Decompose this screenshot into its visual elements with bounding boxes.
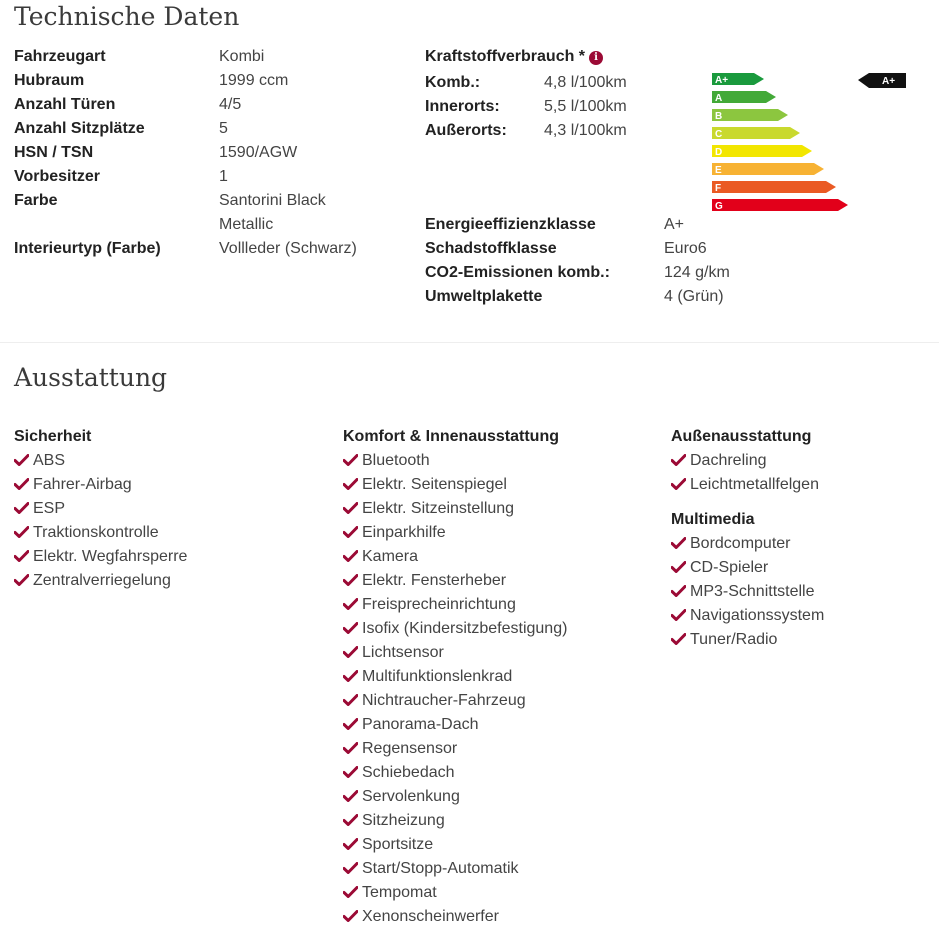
energy-class-label: F	[715, 183, 722, 194]
equipment-item-label: ABS	[33, 452, 66, 469]
equipment-item-label: Einparkhilfe	[362, 524, 446, 541]
energy-class-bar-aplus	[712, 73, 764, 86]
fuel-label: Komb.:	[425, 74, 481, 91]
equipment-item	[671, 604, 824, 628]
section-title-ausstattung: Ausstattung	[14, 363, 168, 392]
equipment-item	[343, 785, 460, 809]
check-icon	[343, 502, 358, 514]
equipment-item	[343, 833, 433, 857]
equipment-item	[671, 473, 819, 497]
energy-class-bar-d	[712, 145, 812, 158]
equipment-item	[343, 689, 526, 713]
equipment-item-label: Xenonscheinwerfer	[362, 908, 499, 925]
energy-class-bar-e	[712, 163, 824, 176]
equipment-item	[343, 449, 430, 473]
equipment-item	[343, 545, 418, 569]
equipment-item	[343, 905, 499, 929]
fuel-title	[425, 45, 603, 69]
equipment-item	[343, 521, 446, 545]
spec-value: Euro6	[664, 240, 707, 257]
energy-class-label: C	[715, 129, 723, 140]
check-icon	[14, 502, 29, 514]
check-icon	[343, 670, 358, 682]
energy-class-label: A+	[715, 75, 729, 86]
check-icon	[343, 886, 358, 898]
spec-value: 4 (Grün)	[664, 288, 724, 305]
equipment-item-label: Sportsitze	[362, 836, 434, 853]
energy-efficiency-chart	[712, 72, 912, 217]
equipment-group-title: Komfort & Innenausstattung	[343, 428, 559, 445]
equipment-item	[14, 521, 159, 545]
fuel-value: 4,8 l/100km	[544, 74, 627, 91]
check-icon	[343, 598, 358, 610]
equipment-item	[343, 473, 507, 497]
energy-class-label: A	[715, 93, 723, 104]
check-icon	[343, 862, 358, 874]
spec-label: Hubraum	[14, 72, 85, 89]
check-icon	[14, 574, 29, 586]
check-icon	[343, 790, 358, 802]
energy-class-label: E	[715, 165, 722, 176]
equipment-item	[671, 449, 766, 473]
check-icon	[343, 742, 358, 754]
equipment-item-label: Traktionskontrolle	[33, 524, 159, 541]
check-icon	[671, 454, 686, 466]
equipment-item-label: Schiebedach	[362, 764, 455, 781]
fuel-title-text: Kraftstoffverbrauch *	[425, 48, 586, 65]
check-icon	[343, 694, 358, 706]
spec-label: Interieurtyp (Farbe)	[14, 240, 161, 257]
equipment-item-label: Elektr. Wegfahrsperre	[33, 548, 188, 565]
check-icon	[343, 454, 358, 466]
check-icon	[14, 550, 29, 562]
equipment-item-label: Nichtraucher-Fahrzeug	[362, 692, 526, 709]
equipment-item-label: Elektr. Fensterheber	[362, 572, 507, 589]
equipment-item-label: Multifunktionslenkrad	[362, 668, 513, 685]
equipment-item-label: Tuner/Radio	[690, 631, 778, 648]
equipment-item-label: Lichtsensor	[362, 644, 444, 661]
energy-class-bar-g	[712, 199, 848, 212]
energy-class-indicator	[858, 73, 906, 88]
check-icon	[671, 537, 686, 549]
equipment-item	[343, 857, 519, 881]
equipment-item-label: Zentralverriegelung	[33, 572, 171, 589]
check-icon	[343, 550, 358, 562]
equipment-item-label: Kamera	[362, 548, 419, 565]
equipment-item	[671, 580, 815, 604]
equipment-item	[343, 713, 479, 737]
energy-class-bar-c	[712, 127, 800, 140]
spec-value: 5	[219, 120, 228, 137]
spec-value: Santorini Black	[219, 192, 326, 209]
spec-label: Fahrzeugart	[14, 48, 106, 65]
equipment-item-label: Fahrer-Airbag	[33, 476, 132, 493]
check-icon	[343, 478, 358, 490]
spec-value: 1999 ccm	[219, 72, 289, 89]
equipment-item-label: Freisprecheinrichtung	[362, 596, 516, 613]
equipment-item	[14, 545, 187, 569]
spec-label: Energieeffizienzklasse	[425, 216, 596, 233]
equipment-item	[343, 641, 444, 665]
equipment-item-label: Start/Stopp-Automatik	[362, 860, 519, 877]
check-icon	[671, 478, 686, 490]
check-icon	[343, 574, 358, 586]
equipment-item	[14, 569, 171, 593]
equipment-item	[343, 497, 514, 521]
equipment-item-label: Regensensor	[362, 740, 458, 757]
spec-label: Schadstoffklasse	[425, 240, 557, 257]
check-icon	[343, 646, 358, 658]
fuel-value: 5,5 l/100km	[544, 98, 627, 115]
energy-class-bar-b	[712, 109, 788, 122]
equipment-group-title: Multimedia	[671, 511, 755, 528]
equipment-item-label: ESP	[33, 500, 66, 517]
energy-class-bar-f	[712, 181, 836, 194]
spec-label: Farbe	[14, 192, 58, 209]
equipment-item-label: Elektr. Seitenspiegel	[362, 476, 507, 493]
check-icon	[671, 561, 686, 573]
spec-value: 4/5	[219, 96, 242, 113]
equipment-item-label: Bluetooth	[362, 452, 430, 469]
equipment-item	[343, 809, 445, 833]
energy-class-indicator-label: A+	[882, 76, 896, 87]
spec-value: Vollleder (Schwarz)	[219, 240, 357, 257]
equipment-item	[671, 628, 777, 652]
spec-label: CO2-Emissionen komb.:	[425, 264, 610, 281]
check-icon	[671, 609, 686, 621]
check-icon	[671, 585, 686, 597]
spec-value: 124 g/km	[664, 264, 730, 281]
spec-label: Umweltplakette	[425, 288, 543, 305]
equipment-item-label: CD-Spieler	[690, 559, 769, 576]
spec-label: Vorbesitzer	[14, 168, 100, 185]
equipment-item-label: Dachreling	[690, 452, 767, 469]
spec-value: 1	[219, 168, 228, 185]
equipment-item-label: Elektr. Sitzeinstellung	[362, 500, 515, 517]
section-divider	[0, 342, 939, 343]
equipment-item-label: Isofix (Kindersitzbefestigung)	[362, 620, 568, 637]
equipment-item	[343, 737, 457, 761]
equipment-item-label: Leichtmetallfelgen	[690, 476, 819, 493]
spec-value: 1590/AGW	[219, 144, 298, 161]
equipment-group-title: Sicherheit	[14, 428, 92, 445]
equipment-item	[14, 497, 65, 521]
equipment-item	[343, 881, 437, 905]
energy-class-bar-a	[712, 91, 776, 104]
check-icon	[343, 622, 358, 634]
equipment-item-label: MP3-Schnittstelle	[690, 583, 815, 600]
fuel-label: Außerorts:	[425, 122, 507, 139]
spec-value-continued: Metallic	[219, 216, 274, 233]
spec-value: Kombi	[219, 48, 265, 65]
equipment-item-label: Tempomat	[362, 884, 437, 901]
equipment-item	[343, 617, 567, 641]
check-icon	[343, 814, 358, 826]
section-title-technische-daten: Technische Daten	[14, 2, 240, 31]
energy-class-label: D	[715, 147, 723, 158]
equipment-item-label: Bordcomputer	[690, 535, 791, 552]
equipment-item	[671, 556, 768, 580]
energy-class-label: B	[715, 111, 723, 122]
check-icon	[14, 454, 29, 466]
check-icon	[671, 633, 686, 645]
equipment-item-label: Sitzheizung	[362, 812, 445, 829]
equipment-item	[343, 665, 512, 689]
check-icon	[343, 766, 358, 778]
equipment-item	[343, 593, 516, 617]
equipment-item-label: Navigationssystem	[690, 607, 825, 624]
equipment-item	[14, 449, 65, 473]
check-icon	[343, 718, 358, 730]
equipment-item	[343, 761, 455, 785]
fuel-value: 4,3 l/100km	[544, 122, 627, 139]
energy-class-label: G	[715, 201, 723, 212]
equipment-item	[343, 569, 506, 593]
check-icon	[343, 910, 358, 922]
check-icon	[343, 526, 358, 538]
equipment-group-title: Außenausstattung	[671, 428, 812, 445]
info-icon[interactable]: i	[589, 51, 603, 65]
equipment-item-label: Servolenkung	[362, 788, 460, 805]
check-icon	[14, 526, 29, 538]
check-icon	[343, 838, 358, 850]
spec-label: Anzahl Sitzplätze	[14, 120, 145, 137]
spec-value: A+	[664, 216, 685, 233]
equipment-item	[14, 473, 132, 497]
equipment-item	[671, 532, 791, 556]
check-icon	[14, 478, 29, 490]
equipment-item-label: Panorama-Dach	[362, 716, 479, 733]
spec-label: Anzahl Türen	[14, 96, 116, 113]
fuel-label: Innerorts:	[425, 98, 500, 115]
spec-label: HSN / TSN	[14, 144, 94, 161]
